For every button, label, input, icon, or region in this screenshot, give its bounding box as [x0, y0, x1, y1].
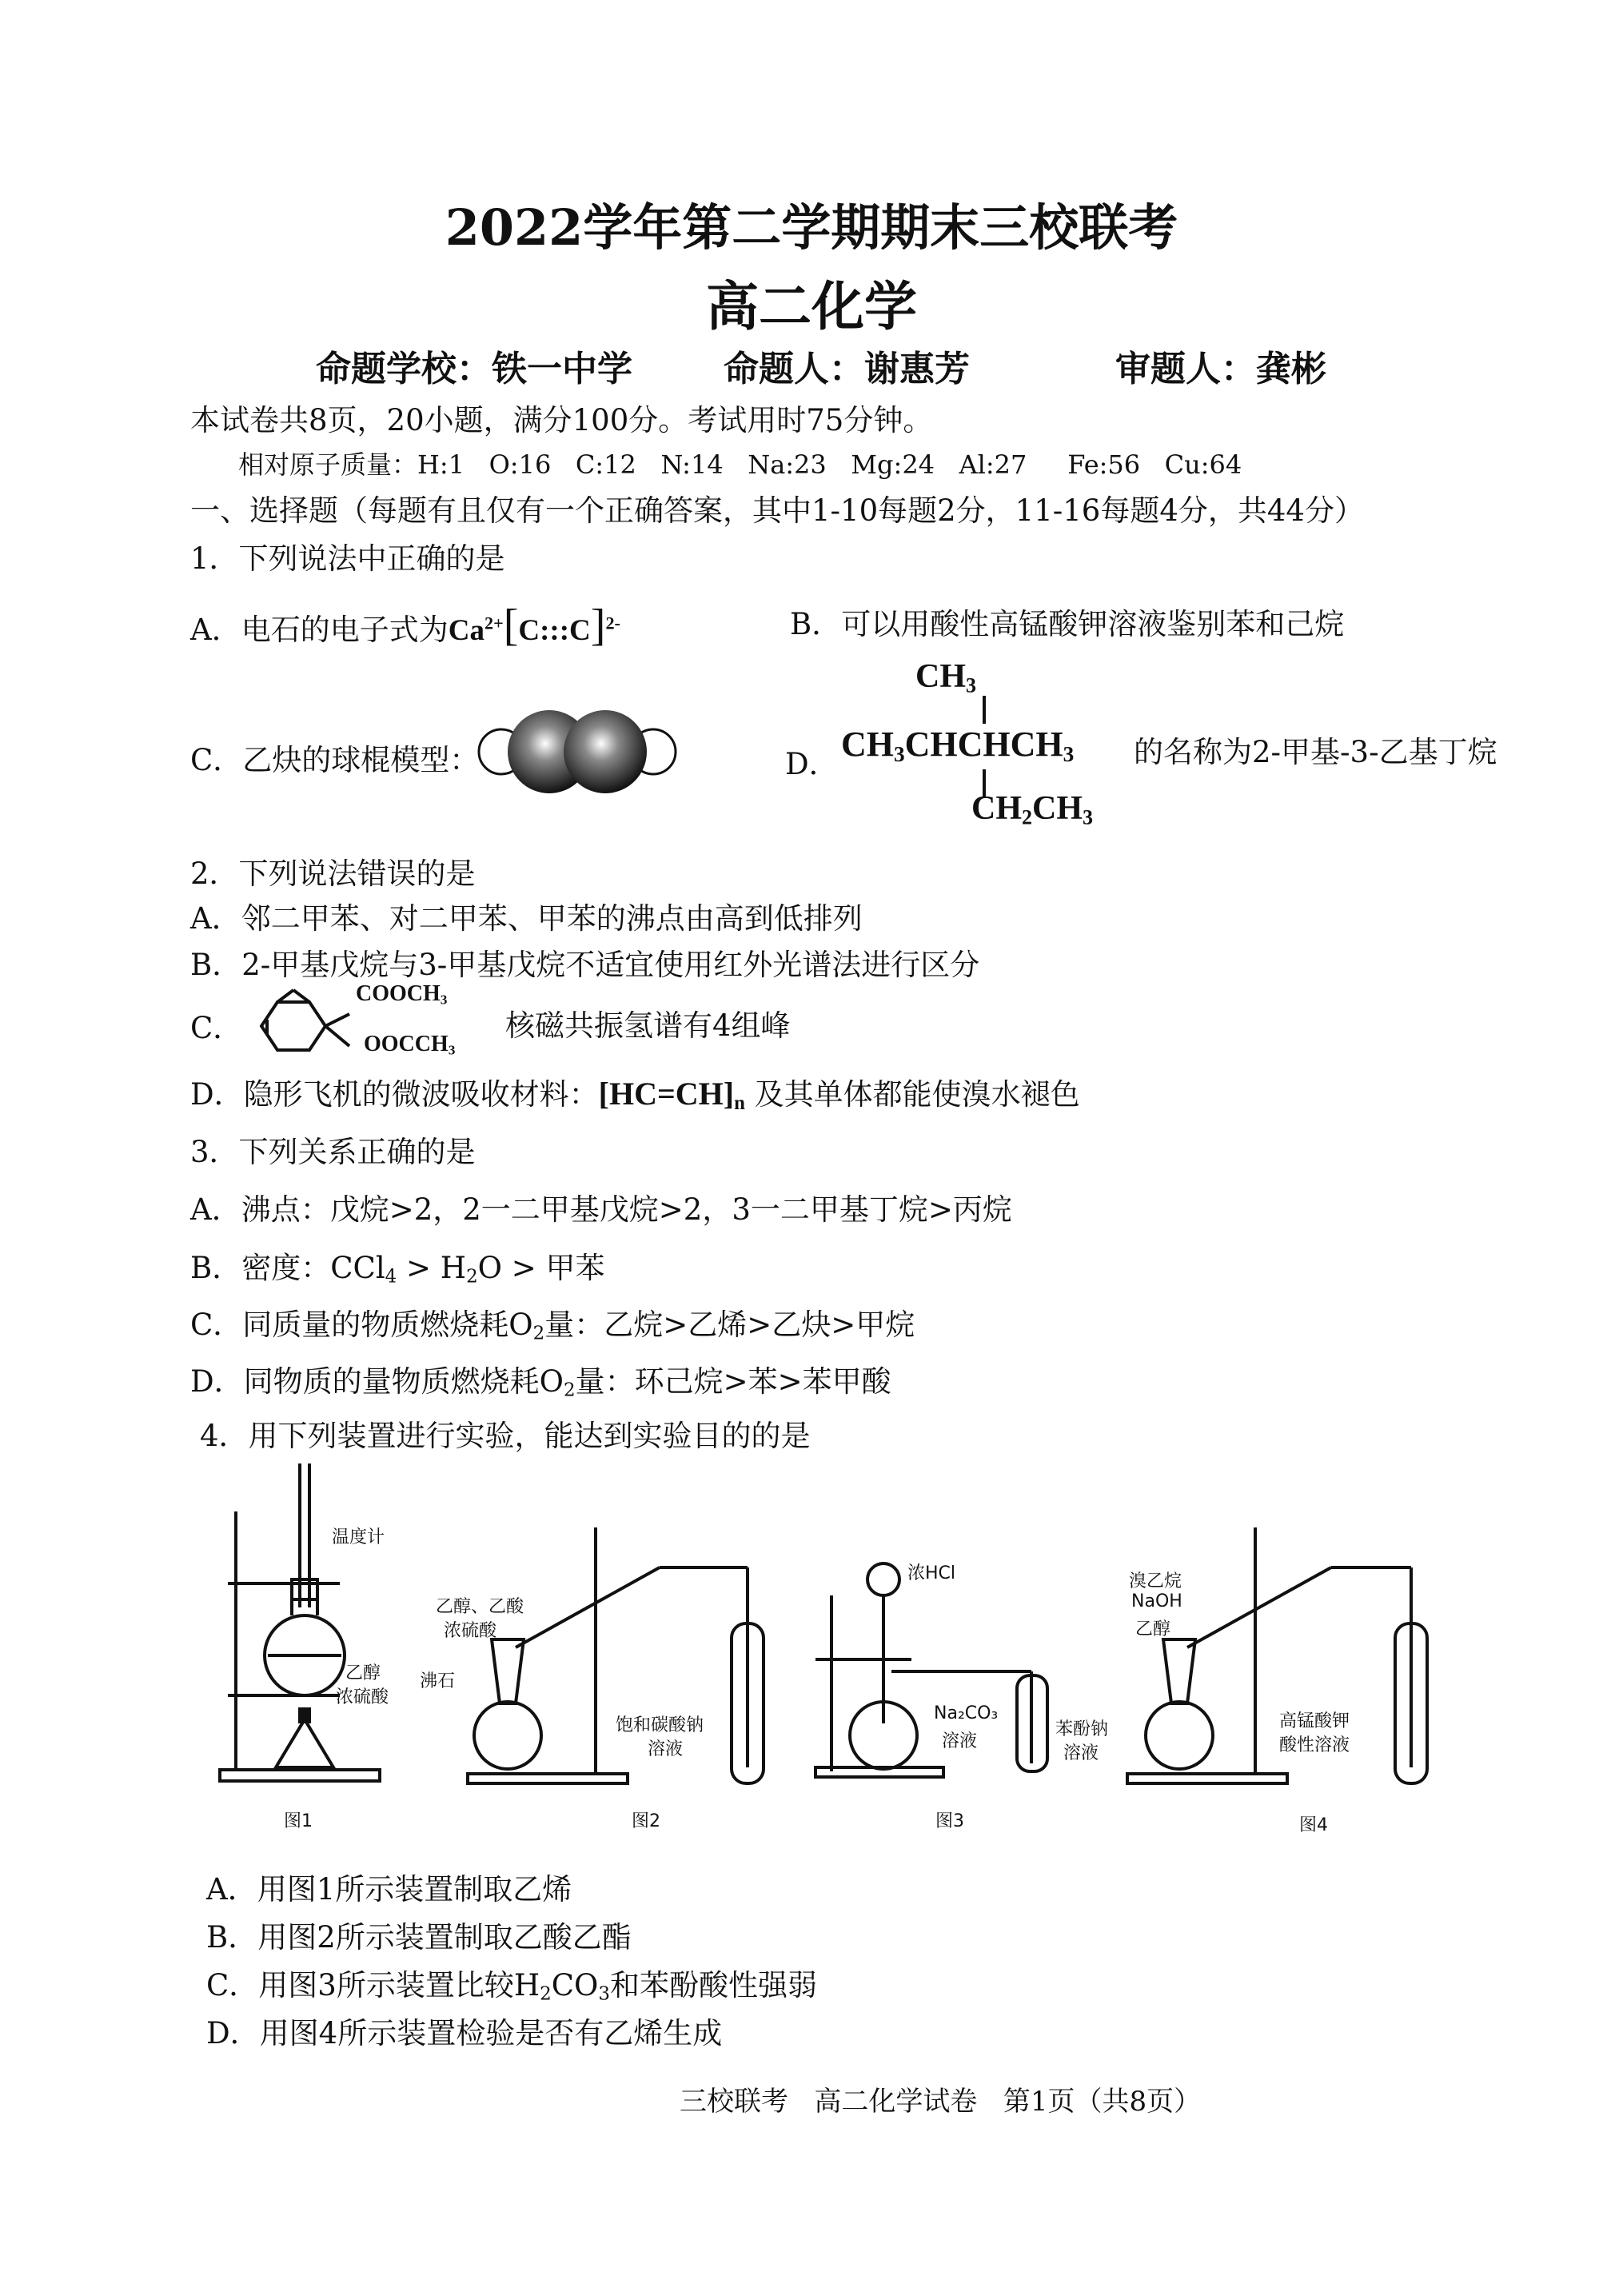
exam-title: 2022学年第二学期期末三校联考 [445, 198, 1178, 257]
fig3-caption: 图3 [935, 1811, 964, 1831]
fig3-label-na2co3: Na₂CO₃ [934, 1703, 999, 1723]
figure2-apparatus [436, 1519, 772, 1791]
q3-option-d [190, 1357, 891, 1401]
q1-option-a [190, 600, 620, 651]
q4-c-suffix: 和苯酚酸性强弱 [609, 1968, 817, 2003]
acetylene-ball-stick-model [476, 708, 680, 796]
q1-d-suffix: 的名称为2-甲基-3-乙基丁烷 [1134, 735, 1497, 769]
fig2-label-solution2: 溶液 [648, 1739, 684, 1759]
exam-instructions: 本试卷共8页，20小题，满分100分。考试用时75分钟。 [190, 403, 933, 437]
q3-option-c [190, 1300, 915, 1344]
d-main-sub2: 3 [1063, 741, 1075, 766]
fig2-caption: 图2 [632, 1811, 660, 1831]
q3-option-b [190, 1244, 605, 1288]
atomic-masses: 相对原子质量：H:1 O:16 C:12 N:14 Na:23 Mg:24 Al:27 Fe:56 Cu:64 [238, 449, 1242, 480]
bicyclic-structure [249, 982, 353, 1070]
q3-b-mid: > H [397, 1251, 467, 1285]
q3-d-sub: 2 [564, 1380, 576, 1401]
q1-stem: 1．下列说法中正确的是 [190, 541, 505, 576]
q2-option-a: A．邻二甲苯、对二甲苯、甲苯的沸点由高到低排列 [190, 901, 863, 936]
fig1-thermometer-label: 温度计 [332, 1527, 385, 1547]
fig2-label-acid: 浓硫酸 [444, 1621, 497, 1641]
c-group2-text: OOCCH [364, 1032, 449, 1056]
figure1-apparatus [212, 1455, 388, 1791]
q1-d-bottom-group [971, 788, 1093, 830]
author-label: 命题人：谢惠芳 [724, 349, 970, 389]
q4-option-d: D．用图4所示装置检验是否有乙烯生成 [206, 2016, 723, 2050]
q4-c-prefix: C．用图3所示装置比较H [206, 1968, 540, 2003]
fig3-label-solution2: 溶液 [1063, 1743, 1099, 1763]
d-main-sub1: 3 [894, 741, 905, 766]
fig2-label-solution: 饱和碳酸钠 [616, 1715, 704, 1735]
q2-d-prefix: D．隐形飞机的微波吸收材料： [190, 1077, 599, 1112]
q3-option-a: A．沸点：戊烷>2，2一二甲基戊烷>2，3一二甲基丁烷>丙烷 [190, 1192, 1012, 1227]
q1-option-b: B．可以用酸性高锰酸钾溶液鉴别苯和己烷 [790, 607, 1345, 641]
ca-symbol: Ca [448, 614, 485, 647]
q4-stem: 4．用下列装置进行实验，能达到实验目的的是 [200, 1419, 811, 1453]
q3-c-prefix: C．同质量的物质燃烧耗O [190, 1308, 533, 1342]
q1-a-ca [448, 601, 620, 650]
fig1-caption: 图1 [284, 1811, 313, 1831]
figure3-apparatus [808, 1555, 1071, 1795]
anion-charge: 2- [605, 613, 620, 633]
fig2-label-reagents: 乙醇、乙酸 [436, 1597, 524, 1617]
fig4-label-acidic: 酸性溶液 [1279, 1735, 1350, 1755]
page-footer: 三校联考 高二化学试卷 第1页（共8页） [680, 2086, 1202, 2118]
poly-bracket-right: ] [723, 1076, 735, 1112]
fig3-label-hcl: 浓HCl [907, 1563, 956, 1583]
q2-c-group1 [356, 980, 447, 1008]
q2-stem: 2．下列说法错误的是 [190, 857, 476, 891]
q1-d-label: D． [785, 747, 839, 781]
q3-b-prefix: B．密度： [190, 1251, 331, 1285]
q4-option-a: A．用图1所示装置制取乙烯 [206, 1872, 572, 1907]
c-group2-sub: 3 [448, 1042, 456, 1058]
reviewer-label: 审题人：龚彬 [1115, 349, 1326, 389]
bracket-right: ] [590, 601, 606, 650]
bracket-left: [ [503, 601, 519, 650]
fig4-caption: 图4 [1299, 1815, 1328, 1835]
q2-option-c-prefix: C． [190, 1011, 243, 1045]
exam-subject: 高二化学 [706, 275, 917, 337]
q4-option-b: B．用图2所示装置制取乙酸乙酯 [206, 1920, 632, 1955]
ca-charge: 2+ [484, 613, 504, 633]
fig3-label-phenoxide: 苯酚钠 [1055, 1719, 1109, 1739]
q4-c-sub1: 2 [540, 1983, 552, 2005]
fig4-label-naoh: NaOH [1131, 1591, 1182, 1611]
carbide-inner: C:::C [518, 614, 591, 647]
poly-bracket-left: [ [598, 1076, 609, 1112]
school-label: 命题学校：铁一中学 [316, 349, 632, 389]
section-title: 一、选择题（每题有且仅有一个正确答案，其中1-10每题2分，11-16每题4分，共44分） [190, 493, 1364, 528]
d-bottom-2: CH [1032, 790, 1083, 827]
poly-unit: HC=CH [609, 1076, 724, 1112]
q2-option-b: B．2-甲基戊烷与3-甲基戊烷不适宜使用红外光谱法进行区分 [190, 948, 980, 982]
fig2-label-stones: 沸石 [420, 1671, 456, 1691]
fig1-label-ethanol: 乙醇 [345, 1663, 381, 1683]
q3-d-prefix: D．同物质的量物质燃烧耗O [190, 1364, 564, 1399]
q1-a-text: A．电石的电子式为 [190, 613, 449, 647]
fig3-label-solution: 溶液 [942, 1731, 978, 1751]
d-main-1: CH [841, 725, 894, 764]
fig4-label-bromoethane: 溴乙烷 [1129, 1571, 1182, 1591]
q1-d-top-group [915, 656, 976, 698]
q4-option-c [206, 1961, 817, 2005]
d-bottom-1: CH [971, 790, 1022, 827]
q3-c-sub: 2 [532, 1323, 545, 1344]
d-top-sub: 3 [966, 673, 977, 697]
d-bonds [979, 696, 989, 800]
q3-d-suffix: 量：环己烷>苯>苯甲酸 [575, 1364, 891, 1399]
d-top-ch: CH [915, 658, 966, 695]
q2-d-suffix: 及其单体都能使溴水褪色 [754, 1077, 1080, 1112]
d-main-2: CHCHCH [904, 725, 1063, 764]
q3-b-suffix: O > 甲苯 [477, 1251, 605, 1285]
q2-c-group2 [364, 1030, 455, 1058]
q2-c-suffix: 核磁共振氢谱有4组峰 [505, 1008, 791, 1043]
q3-c-suffix: 量：乙烷>乙烯>乙炔>甲烷 [544, 1308, 915, 1342]
c-group1-sub: 3 [440, 992, 448, 1008]
q4-c-mid: CO [551, 1968, 599, 2003]
d-bottom-sub2: 3 [1083, 805, 1094, 829]
fig4-label-ethanol: 乙醇 [1135, 1619, 1171, 1639]
q1-d-main-chain [841, 724, 1074, 767]
fig4-label-kmno4: 高锰酸钾 [1279, 1711, 1350, 1731]
q3-b-h-sub: 2 [466, 1266, 478, 1288]
q3-b-ccl-sub: 4 [385, 1266, 397, 1288]
fig1-label-acid: 浓硫酸 [336, 1687, 389, 1707]
d-bottom-sub1: 2 [1022, 805, 1033, 829]
polyacetylene [598, 1076, 745, 1115]
q3-b-ccl: CCl [330, 1251, 385, 1285]
q3-stem: 3．下列关系正确的是 [190, 1135, 476, 1169]
q1-option-c: C．乙炔的球棍模型： [190, 743, 480, 777]
poly-n: n [734, 1092, 745, 1115]
c-group1-text: COOCH [356, 981, 441, 1006]
q2-option-d [190, 1070, 1080, 1115]
q4-c-sub2: 3 [598, 1983, 610, 2005]
